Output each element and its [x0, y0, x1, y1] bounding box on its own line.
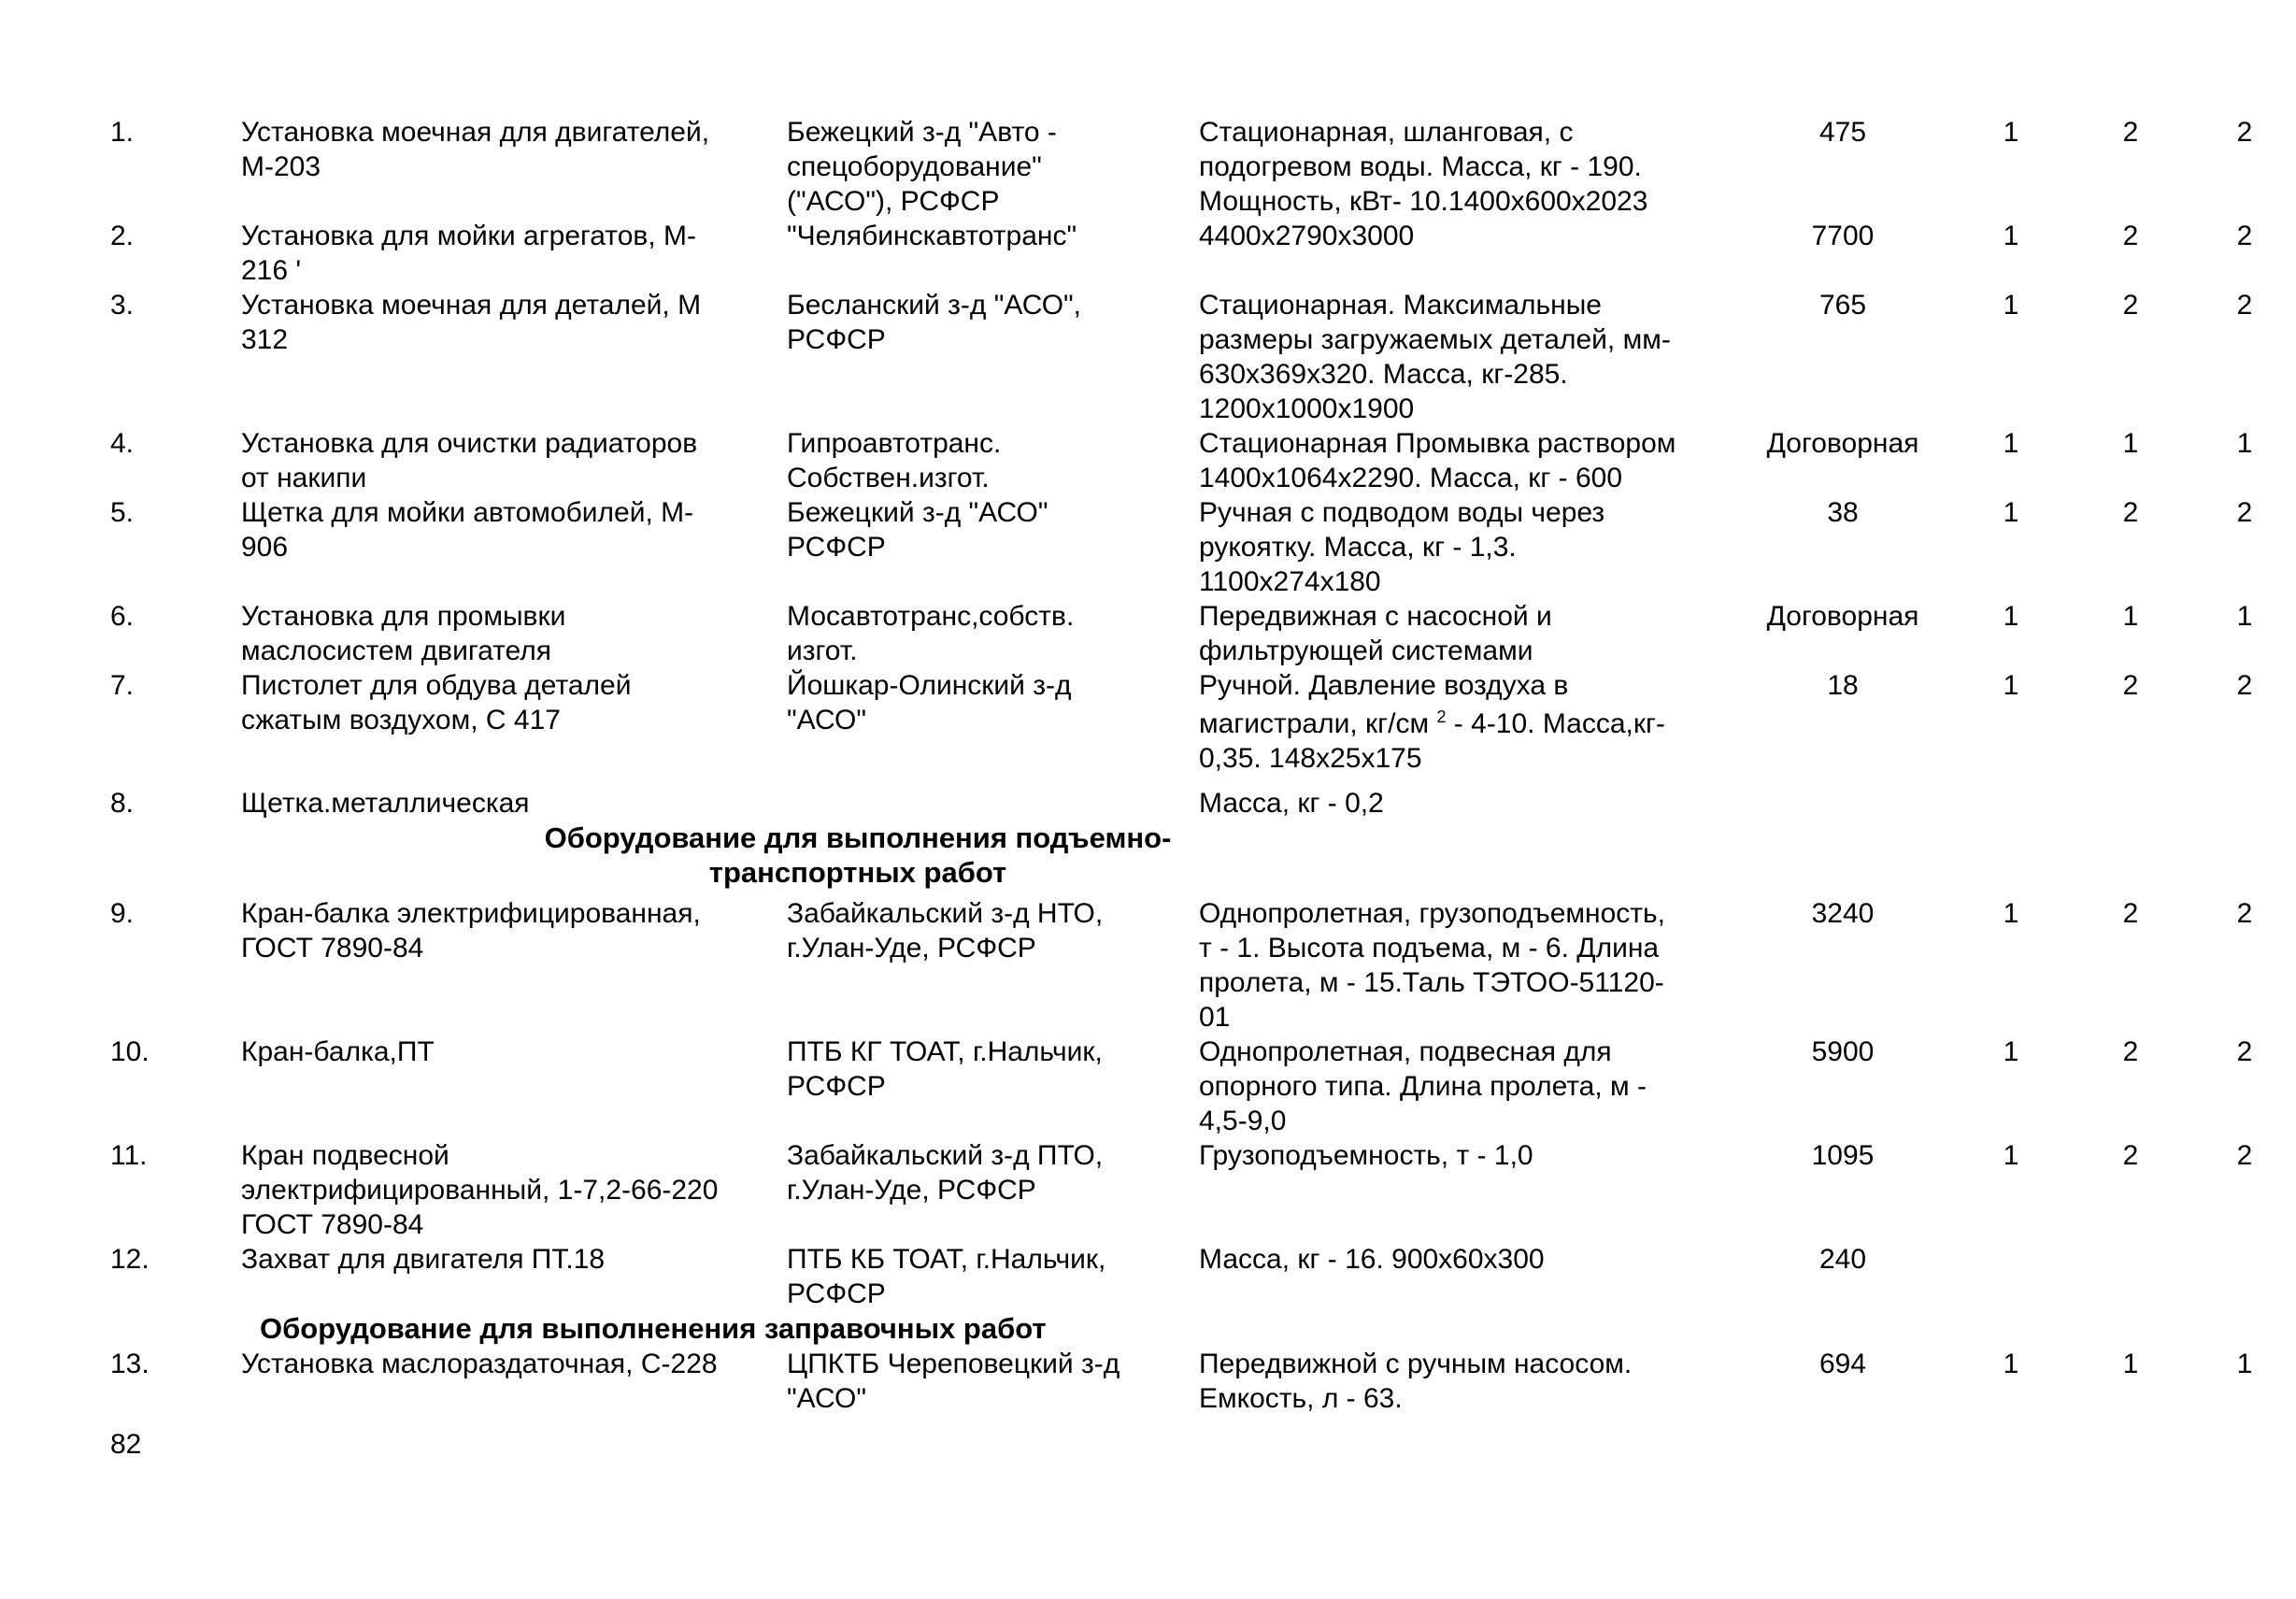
quantity-1: 1: [2003, 1349, 2019, 1379]
specification: Ручная с подводом воды через рукоятку. Масса, кг - 1,3. 1100х274х180: [1199, 497, 1605, 597]
item-number: 2.: [110, 221, 135, 251]
manufacturer: ПТБ КБ ТОАТ, г.Нальчик, РСФСР: [787, 1244, 1106, 1309]
specification: Масса, кг - 16. 900х60х300: [1199, 1244, 1545, 1275]
price: 3240: [1811, 898, 1875, 929]
manufacturer: Йошкар-Олинский з-д "АСО": [787, 670, 1072, 735]
quantity-2: 1: [2122, 428, 2139, 459]
specification: Стационарная. Максимальные размеры загружаемых деталей, мм- 630х369х320. Масса, кг-285. 1200х1000х1900: [1199, 290, 1671, 424]
specification: Стационарная, шланговая, с подогревом воды. Масса, кг - 190. Мощность, кВт- 10.1400х600х2023: [1199, 117, 1648, 217]
specification: Грузоподъемность, т - 1,0: [1199, 1140, 1533, 1171]
item-number: 1.: [110, 117, 135, 148]
item-number: 6.: [110, 601, 135, 632]
equipment-name: Кран-балка электрифицированная, ГОСТ 7890-84: [241, 898, 701, 964]
manufacturer: Мосавтотранс,собств. изгот.: [787, 601, 1075, 666]
quantity-3: 2: [2236, 497, 2253, 528]
page-number: 82: [110, 1429, 142, 1460]
item-number: 5.: [110, 497, 135, 528]
item-number: 12.: [110, 1244, 150, 1275]
quantity-1: 1: [2003, 1036, 2019, 1067]
specification: Однопролетная, подвесная для опорного типа. Длина пролета, м - 4,5-9,0: [1199, 1036, 1647, 1136]
manufacturer: ЦПКТБ Череповецкий з-д "АСО": [787, 1349, 1120, 1414]
manufacturer: Бежецкий з-д "АСО" РСФСР: [787, 497, 1048, 563]
specification: Передвижной с ручным насосом. Емкость, л - 63.: [1199, 1349, 1633, 1414]
quantity-2: 2: [2122, 670, 2139, 701]
quantity-1: 1: [2003, 428, 2019, 459]
quantity-2: 2: [2122, 497, 2139, 528]
equipment-name: Кран подвесной электрифицированный, 1-7,2-66-220 ГОСТ 7890-84: [241, 1140, 719, 1240]
specification: Стационарная Промывка раствором 1400х1064х2290. Масса, кг - 600: [1199, 428, 1676, 493]
equipment-name: Щетка.металлическая: [241, 788, 530, 819]
item-number: 8.: [110, 788, 135, 819]
manufacturer: "Челябинскавтотранс": [787, 221, 1077, 251]
manufacturer: Забайкальский з-д ПТО, г.Улан-Уде, РСФСР: [787, 1140, 1104, 1206]
quantity-1: 1: [2003, 898, 2019, 929]
quantity-2: 2: [2122, 1036, 2139, 1067]
spec-line: Ручной. Давление воздуха в: [1199, 670, 1569, 701]
equipment-name: Захват для двигателя ПТ.18: [241, 1244, 606, 1275]
equipment-name: Установка для мойки агрегатов, М- 216 ': [241, 221, 696, 286]
price: 765: [1818, 290, 1867, 321]
item-number: 4.: [110, 428, 135, 459]
item-number: 9.: [110, 898, 135, 929]
quantity-2: 2: [2122, 221, 2139, 251]
specification: Масса, кг - 0,2: [1199, 788, 1384, 819]
quantity-1: 1: [2003, 1140, 2019, 1171]
equipment-name: Щетка для мойки автомобилей, М- 906: [241, 497, 694, 563]
item-number: 13.: [110, 1349, 150, 1379]
quantity-3: 1: [2236, 428, 2253, 459]
equipment-name: Кран-балка,ПТ: [241, 1036, 435, 1067]
manufacturer: Бесланский з-д "АСО", РСФСР: [787, 290, 1082, 355]
manufacturer: Гипроавтотранс. Собствен.изгот.: [787, 428, 1002, 493]
equipment-name: Пистолет для обдува деталей сжатым воздухом, С 417: [241, 670, 632, 735]
specification: 4400х2790х3000: [1199, 221, 1415, 251]
item-number: 11.: [110, 1140, 148, 1171]
price: 1095: [1811, 1140, 1875, 1171]
equipment-name: Установка для промывки маслосистем двигателя: [241, 601, 566, 666]
quantity-1: 1: [2003, 497, 2019, 528]
quantity-2: 2: [2122, 1140, 2139, 1171]
specification: Однопролетная, грузоподъемность, т - 1. Высота подъема, м - 6. Длина пролета, м - 15.Таль ТЭТОО-51120- 01: [1199, 898, 1666, 1033]
equipment-name: Установка моечная для двигателей, М-203: [241, 117, 710, 182]
equipment-name: Установка маслораздаточная, С-228: [241, 1349, 718, 1379]
price: 240: [1818, 1244, 1867, 1275]
quantity-3: 2: [2236, 221, 2253, 251]
quantity-2: 2: [2122, 290, 2139, 321]
quantity-2: 1: [2122, 1349, 2139, 1379]
price: 5900: [1811, 1036, 1875, 1067]
quantity-3: 2: [2236, 117, 2253, 148]
specification: Передвижная с насосной и фильтрующей системами: [1199, 601, 1552, 666]
manufacturer: Бежецкий з-д "Авто - спецоборудование" ("АСО"), РСФСР: [787, 117, 1057, 217]
price: 694: [1818, 1349, 1867, 1379]
price: Договорная: [1766, 601, 1919, 632]
item-number: 10.: [110, 1036, 150, 1067]
item-number: 3.: [110, 290, 135, 321]
section-heading-lifting: Оборудование для выполнения подъемно- транспортных работ: [544, 821, 1172, 889]
quantity-2: 2: [2122, 117, 2139, 148]
quantity-1: 1: [2003, 290, 2019, 321]
quantity-3: 1: [2236, 601, 2253, 632]
equipment-name: Установка моечная для деталей, М 312: [241, 290, 702, 355]
manufacturer: ПТБ КГ ТОАТ, г.Нальчик, РСФСР: [787, 1036, 1103, 1102]
quantity-3: 2: [2236, 1140, 2253, 1171]
section-heading-fueling: Оборудование для выполненения заправочных работ: [260, 1312, 1047, 1345]
quantity-3: 2: [2236, 670, 2253, 701]
price: Договорная: [1766, 428, 1919, 459]
equipment-name: Установка для очистки радиаторов от накипи: [241, 428, 698, 493]
quantity-2: 1: [2122, 601, 2139, 632]
quantity-3: 1: [2236, 1349, 2253, 1379]
quantity-3: 2: [2236, 1036, 2253, 1067]
quantity-1: 1: [2003, 601, 2019, 632]
quantity-1: 1: [2003, 670, 2019, 701]
spec-line: 0,35. 148х25х175: [1199, 743, 1422, 774]
quantity-3: 2: [2236, 898, 2253, 929]
quantity-1: 1: [2003, 117, 2019, 148]
specification: [1199, 668, 1741, 776]
price: 18: [1827, 670, 1859, 701]
price: 7700: [1811, 221, 1875, 251]
spec-line: магистрали, кг/см $^2$ - 4-10. Масса,кг-: [1199, 707, 1665, 739]
item-number: 7.: [110, 670, 135, 701]
price: 38: [1827, 497, 1859, 528]
manufacturer: Забайкальский з-д НТО, г.Улан-Уде, РСФСР: [787, 898, 1104, 964]
quantity-2: 2: [2122, 898, 2139, 929]
quantity-1: 1: [2003, 221, 2019, 251]
price: 475: [1818, 117, 1867, 148]
quantity-3: 2: [2236, 290, 2253, 321]
